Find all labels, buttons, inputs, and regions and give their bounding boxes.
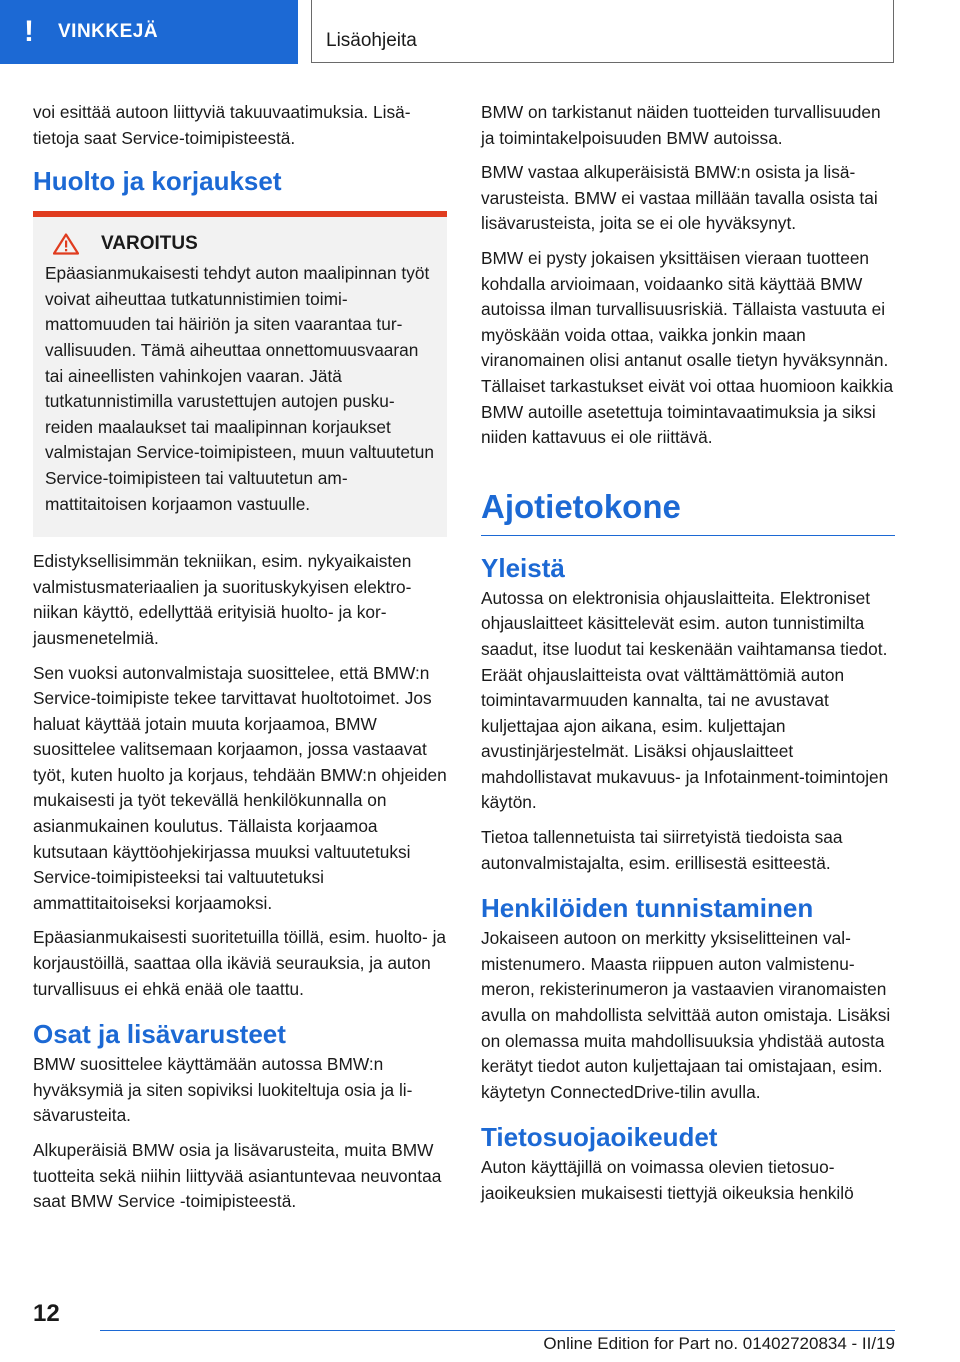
paragraph: Sen vuoksi autonvalmistaja suosittelee, että BMW:n Service-toimipiste tekee tarvittavat huoltotoimet. Jos haluat käyttää jotain muuta korjaamoa, BMW suosittelee valitsemaan korjaamon, jossa vastaavat työt, kuten huolto ja korjaus, tehdään BMW:n ohjeiden mukaisesti ja työt tekevällä henkilökunnalla on asianmukainen koulutus. Tällaista korjaamoa kutsutaan käyttöohjekirjassa muuksi valtuutetuksi Service-toimipisteeksi tai valtuutetuksi ammattitaitoiseksi korjaamoksi. — [33, 662, 447, 913]
warning-triangle-icon — [53, 233, 79, 255]
paragraph: Auton käyttäjillä on voimassa olevien tietosuojaoikeuksien mukaisesti tiettyjä oikeuksia henkilö — [481, 1157, 854, 1203]
header-tab-label: VINKKEJÄ — [58, 21, 159, 42]
section-heading-parts: Osat ja lisävarusteet — [33, 1019, 286, 1050]
paragraph: BMW vastaa alkuperäisistä BMW:n osista ja lisävarusteista. BMW ei vastaa millään tavalla osista tai lisävarusteista, joita se ei ole hyväksynyt. — [481, 162, 878, 234]
page-number: 12 — [33, 1300, 60, 1327]
warning-title: VAROITUS — [101, 233, 198, 255]
right-column — [481, 100, 895, 1216]
paragraph: Autossa on elektronisia ohjauslaitteita. Elektroniset ohjauslaitteet käsittelevät esim. auton tunnistimilta saadut, itse luodut tai keskenään vaihtamansa tiedot. Eräät ohjauslaitteista ovat välttämättömiä auton toimintavarmuuden kannalta, tai ne avustavat kuljettajaa ajon aikana, esim. kuljettajan avustinjärjestelmät. Lisäksi ohjauslaitteet mahdollistavat mukavuus- ja Infotainment-toimintojen käytön. — [481, 587, 889, 813]
subheading-identification: Henkilöiden tunnistaminen — [481, 893, 814, 924]
warning-text: Epäasianmukaisesti tehdyt auton maalipinnan työt voivat aiheuttaa tutkatunnistimien toimimattomuuden tai häiriön ja siten vaarantaa turvallisuuden. Tämä aiheuttaa onnettomuusvaaran tai aineellisten vahinkojen vaaran. Jätä tutkatunnistimilla varustettujen autojen puskureiden maalaukset tai maalipinnan korjaukset valmistajan Service-toimipisteen, muun valtuutetun Service-toimipisteen tai valtuutetun ammattitaitoisen korjaamon vastuulle. — [45, 263, 435, 514]
paragraph: Edistyksellisimmän tekniikan, esim. nykyaikaisten valmistusmateriaalien ja suorituskykyisen elektroniikan käyttö, edellyttää erityisiä huolto- ja korjausmenetelmiä. — [33, 551, 412, 648]
warning-box — [33, 211, 447, 537]
paragraph: Epäasianmukaisesti suoritetuilla töillä, esim. huolto- ja korjaustöillä, saattaa olla ikäviä seurauksia, ja auton turvallisuus ei ehkä enää ole taattu. — [33, 927, 447, 999]
paragraph: Alkuperäisiä BMW osia ja lisävarusteita, muita BMW tuotteita sekä niihin liittyvää asiantuntevaa neuvontaa saat BMW Service -toimipisteestä. — [33, 1140, 442, 1212]
footer-divider — [100, 1330, 895, 1331]
left-column — [33, 100, 447, 1224]
paragraph: BMW ei pysty jokaisen yksittäisen vieraan tuotteen kohdalla arvioimaan, voidaanko sitä käyttää BMW autoissa ilman turvallisuusriskiä. Tällaista vastuuta ei myöskään voida ottaa, vaikka jonkin maan viranomainen olisi antanut osalle tietyn hyväksynnän. Tällaiset tarkastukset eivät voi ottaa huomioon kaikkia BMW autoille asetettuja toimintavaatimuksia ja siksi niiden kattavuus ei ole riittävä. — [481, 247, 894, 448]
exclamation-icon: ! — [24, 15, 34, 48]
paragraph: Tietoa tallennetuista tai siirretyistä tiedoista saa autonvalmistajalta, esim. erillisestä esitteestä. — [481, 827, 843, 873]
section-heading-maintenance: Huolto ja korjaukset — [33, 166, 282, 197]
footer-edition: Online Edition for Part no. 01402720834 - II/19 — [543, 1334, 895, 1353]
breadcrumb — [311, 0, 894, 63]
paragraph: BMW suosittelee käyttämään autossa BMW:n hyväksymiä ja siten sopiviksi luokiteltuja osia ja lisävarusteita. — [33, 1054, 413, 1126]
breadcrumb-label: Lisäohjeita — [326, 30, 417, 51]
subheading-general: Yleistä — [481, 552, 565, 583]
paragraph: Jokaiseen autoon on merkitty yksiselitteinen valmistenumero. Maasta riippuen auton valmistenumeron, rekisterinumeron ja vastaavien viranomaisten avulla on mahdollista selvittää auton omistaja. Lisäksi on olemassa muita mahdollisuuksia yhdistää autosta kerätyt tiedot auton kuljettajaan tai omistajaan, esim. käytetyn ConnectedDrive-tilin avulla. — [481, 928, 891, 1102]
chapter-heading: Ajotietokone — [481, 487, 895, 536]
intro-paragraph: voi esittää autoon liittyviä takuuvaatimuksia. Lisätietoja saat Service-toimipisteestä. — [33, 102, 411, 148]
paragraph: BMW on tarkistanut näiden tuotteiden turvallisuuden ja toimintakelpoisuuden BMW autoissa. — [481, 102, 881, 148]
header-tab[interactable] — [0, 0, 298, 64]
subheading-privacy: Tietosuojaoikeudet — [481, 1122, 718, 1153]
